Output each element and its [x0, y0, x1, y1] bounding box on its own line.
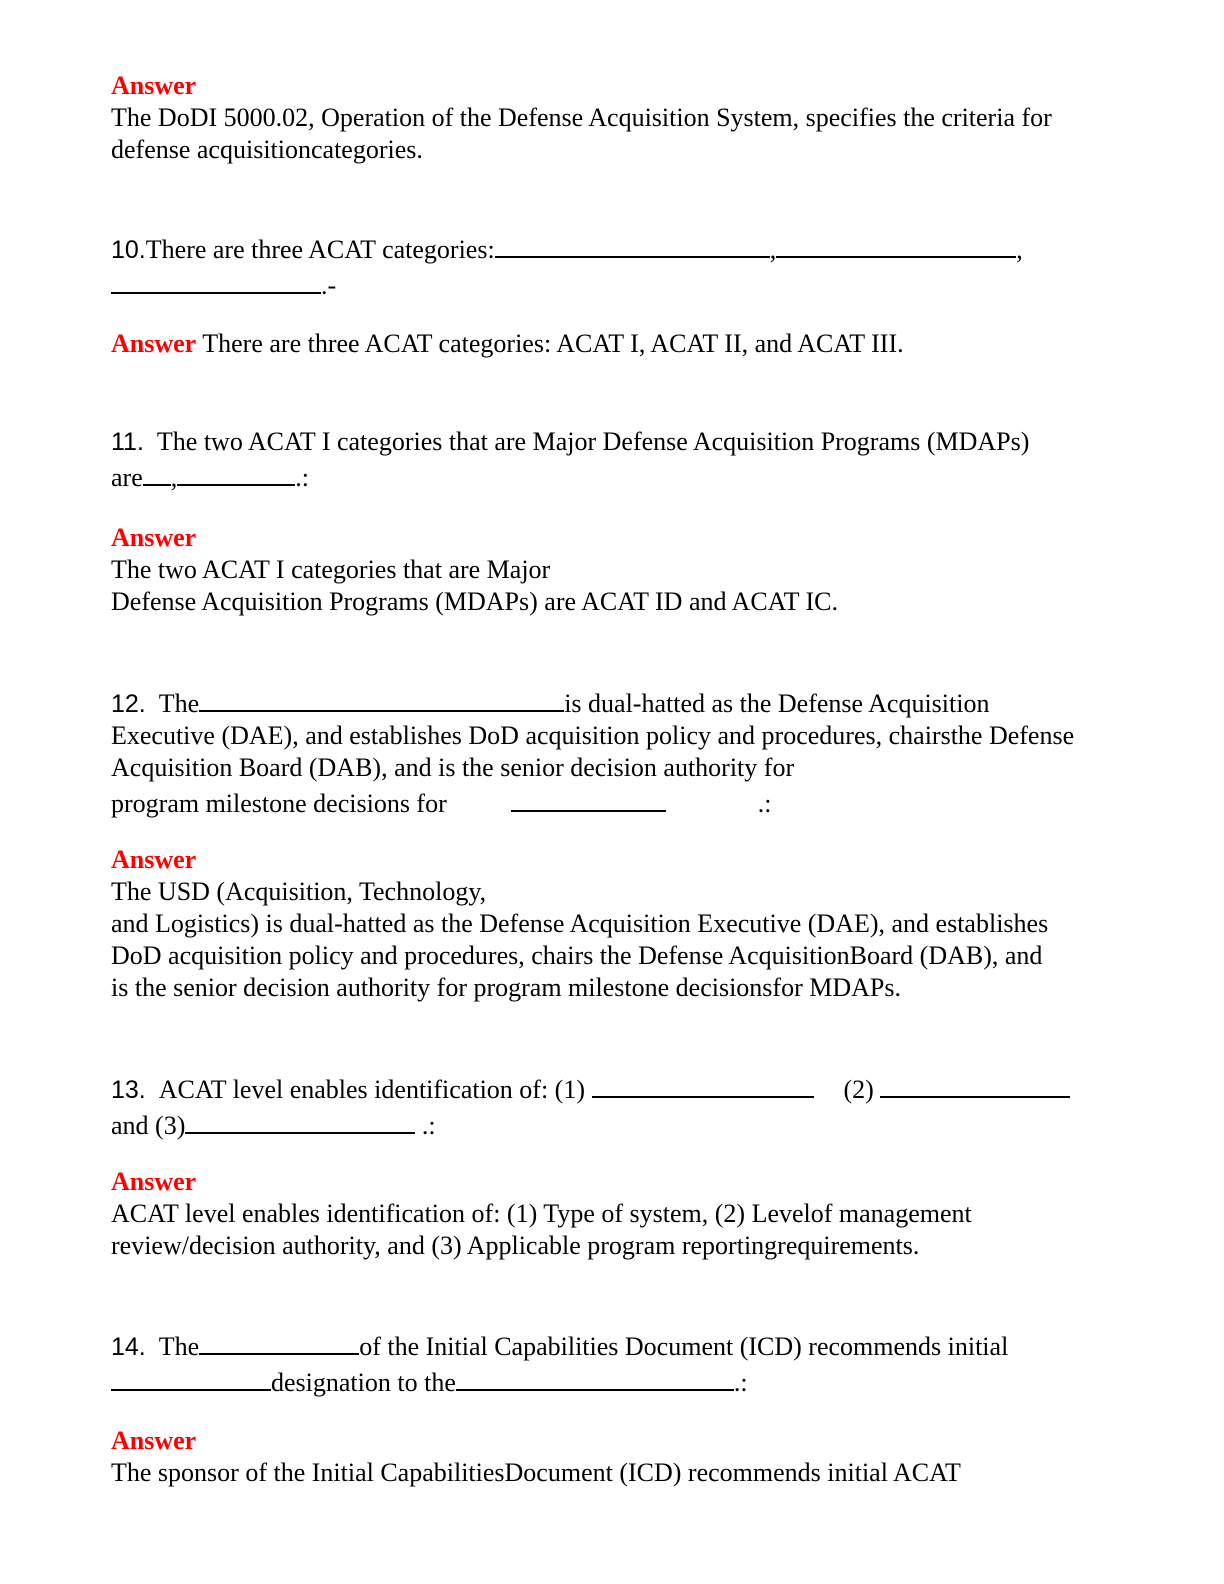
question-end: .-: [321, 271, 337, 300]
question-end: .:: [757, 789, 772, 818]
question-14: [111, 1327, 1121, 1399]
intro-section: [111, 70, 1121, 166]
question-number: 12.: [111, 690, 146, 718]
answer-blank[interactable]: [456, 1363, 734, 1391]
answer-10: [111, 328, 1121, 360]
answer-label: Answer: [111, 523, 197, 552]
answer-text: There are three ACAT categories: ACAT I, ACAT II, and ACAT III.: [202, 329, 904, 358]
answer-blank[interactable]: [177, 458, 295, 486]
question-end: .:: [295, 463, 309, 492]
answer-blank[interactable]: [880, 1070, 1070, 1098]
question-number: 10.: [111, 236, 146, 264]
question-end: .:: [421, 1111, 436, 1140]
answer-13: [111, 1166, 1121, 1262]
answer-blank[interactable]: [776, 230, 1016, 258]
question-text: program milestone decisions for: [111, 789, 447, 818]
answer-14: [111, 1425, 1121, 1489]
answer-text: and Logistics) is dual-hatted as the Defense Acquisition Executive (DAE), and establishes: [111, 909, 1049, 938]
answer-label: Answer: [111, 71, 197, 100]
question-13: [111, 1070, 1121, 1142]
question-text: ACAT level enables identification of: (1): [158, 1075, 585, 1104]
question-text: of the Initial Capabilities Document (ICD) recommends initial: [359, 1332, 1009, 1361]
question-text: There are three ACAT categories:: [145, 235, 495, 264]
answer-label: Answer: [111, 845, 197, 874]
answer-text: DoD acquisition policy and procedures, chairs the Defense AcquisitionBoard (DAB), and: [111, 941, 1043, 970]
question-text: The: [158, 689, 200, 718]
question-text: is dual-hatted as the Defense Acquisition: [564, 689, 990, 718]
question-number: 11.: [111, 428, 144, 456]
answer-blank[interactable]: [592, 1070, 814, 1098]
answer-text: The sponsor of the Initial CapabilitiesDocument (ICD) recommends initial ACAT: [111, 1458, 961, 1487]
answer-text: Defense Acquisition Programs (MDAPs) are ACAT ID and ACAT IC.: [111, 587, 838, 616]
answer-blank[interactable]: [511, 784, 666, 812]
question-text: The: [158, 1332, 200, 1361]
separator: ,: [170, 463, 178, 492]
question-text: and (3): [111, 1111, 186, 1140]
separator: ,: [1016, 235, 1023, 264]
answer-text: The USD (Acquisition, Technology,: [111, 877, 487, 906]
answer-blank[interactable]: [111, 266, 321, 294]
separator: ,: [769, 235, 777, 264]
answer-text: review/decision authority, and (3) Applicable program reportingrequirements.: [111, 1231, 920, 1260]
answer-12: [111, 844, 1121, 1004]
question-11: [111, 426, 1121, 494]
answer-blank[interactable]: [143, 458, 171, 486]
answer-blank[interactable]: [199, 1327, 359, 1355]
answer-label: Answer: [111, 329, 197, 358]
answer-11: [111, 522, 1121, 618]
question-12: [111, 684, 1121, 820]
question-text: (2): [843, 1075, 874, 1104]
answer-text: The two ACAT I categories that are Major: [111, 555, 551, 584]
question-text: Executive (DAE), and establishes DoD acquisition policy and procedures, chairsthe Defense: [111, 721, 1075, 750]
answer-blank[interactable]: [185, 1106, 415, 1134]
answer-label: Answer: [111, 1167, 197, 1196]
answer-text: ACAT level enables identification of: (1) Type of system, (2) Levelof management: [111, 1199, 972, 1228]
answer-text: is the senior decision authority for program milestone decisionsfor MDAPs.: [111, 973, 901, 1002]
answer-blank[interactable]: [199, 684, 564, 712]
answer-blank[interactable]: [111, 1363, 271, 1391]
question-number: 14.: [111, 1333, 146, 1361]
question-text: designation to the: [271, 1368, 456, 1397]
answer-blank[interactable]: [495, 230, 770, 258]
answer-text: defense acquisitioncategories.: [111, 135, 423, 164]
question-10: [111, 230, 1121, 302]
question-end: .:: [733, 1368, 748, 1397]
answer-label: Answer: [111, 1426, 197, 1455]
question-text: are: [111, 463, 143, 492]
answer-text: The DoDI 5000.02, Operation of the Defense Acquisition System, specifies the criteria for: [111, 103, 1052, 132]
question-text: Acquisition Board (DAB), and is the senior decision authority for: [111, 753, 795, 782]
question-text: The two ACAT I categories that are Major Defense Acquisition Programs (MDAPs): [156, 427, 1030, 456]
question-number: 13.: [111, 1076, 146, 1104]
